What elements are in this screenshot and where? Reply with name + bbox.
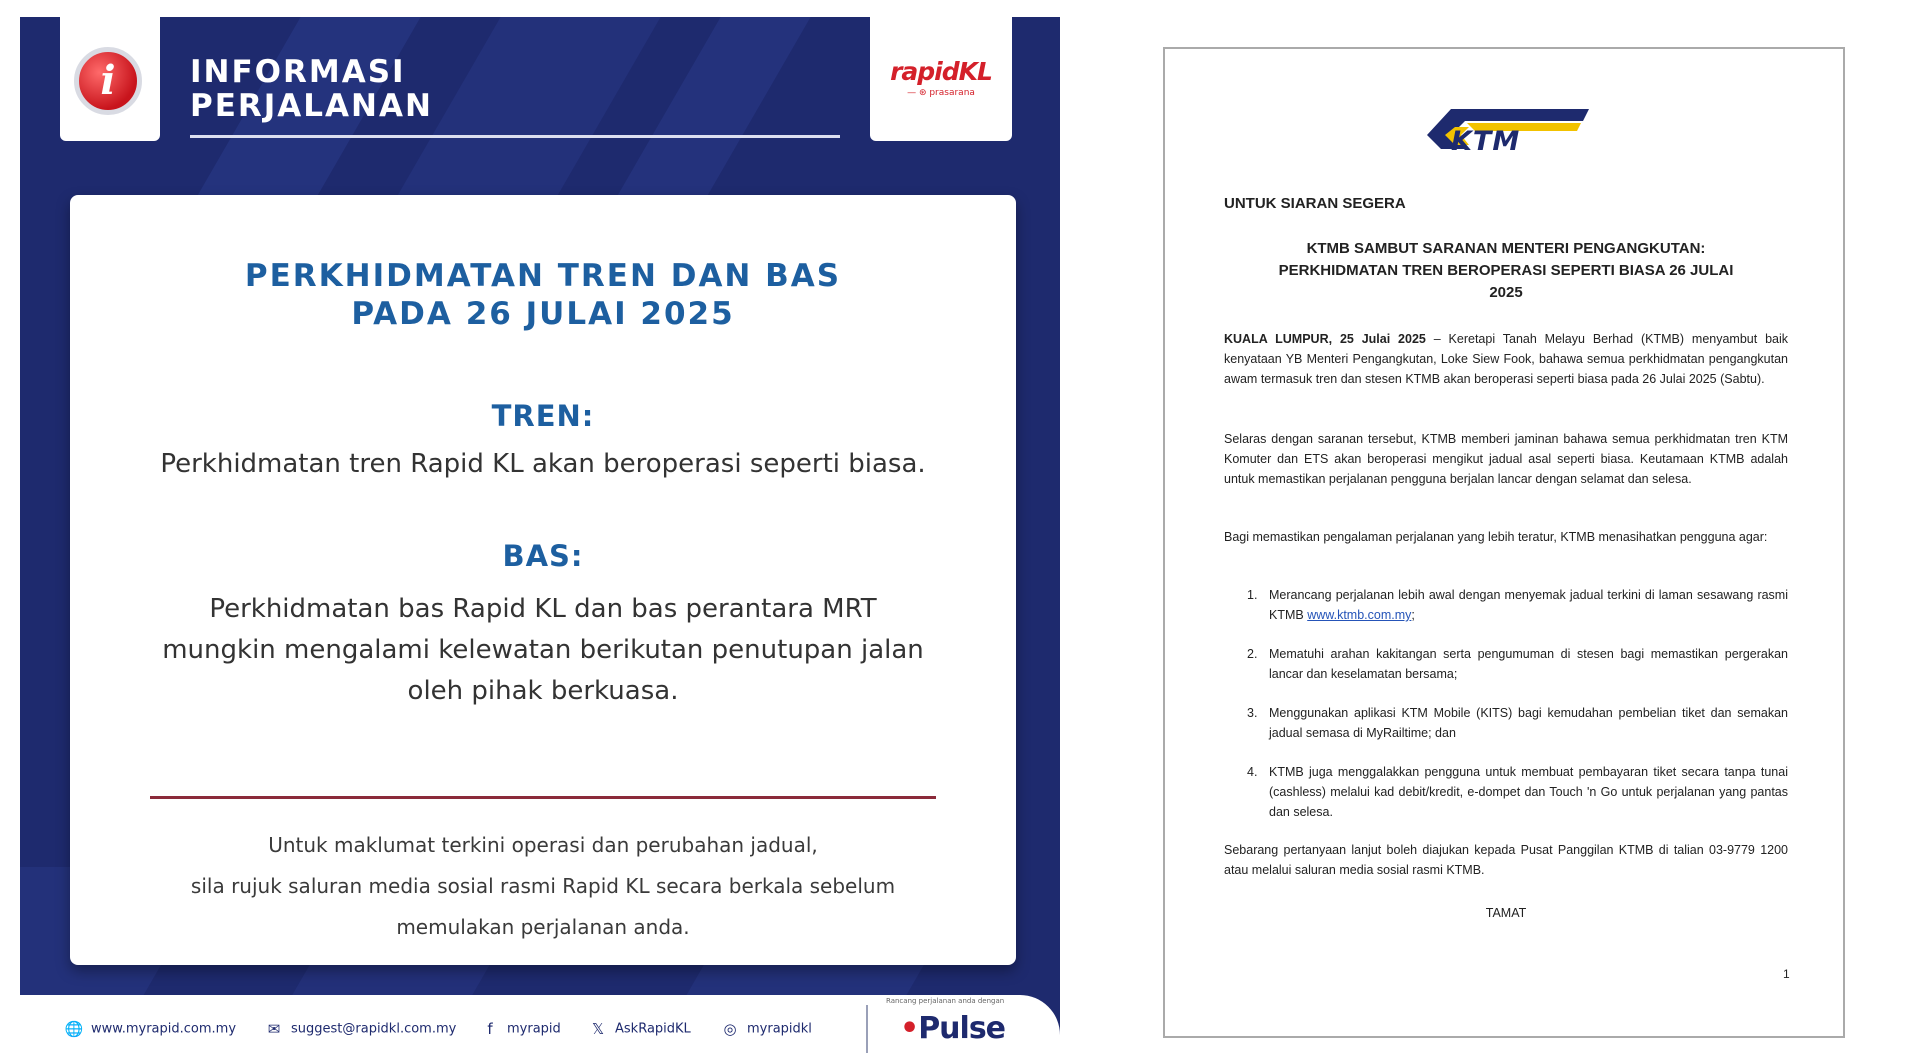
info-icon: i xyxy=(74,47,142,115)
paragraph-1-text: – Keretapi Tanah Melayu Berhad (KTMB) menyambut baik kenyataan YB Menteri Pengangkutan, Loke Siew Fook, bahawa semua perkhidmatan pengangkutan awam termasuk tren dan stesen KTMB akan beroperasi seperti biasa pada 26 Julai 2025 (Sabtu). xyxy=(1224,332,1789,386)
paragraph-1 xyxy=(1224,329,1788,389)
social-label: AskRapidKL xyxy=(615,1021,691,1037)
headline-line-2: PADA 26 JULAI 2025 xyxy=(351,296,735,332)
paragraph-3: Bagi memastikan pengalaman perjalanan yang lebih teratur, KTMB menasihatkan pengguna agar: xyxy=(1224,530,1768,544)
globe-icon: 🌐 xyxy=(64,1020,84,1038)
release-title-line-3: 2025 xyxy=(1489,284,1523,301)
social-bar xyxy=(20,995,1060,1063)
bas-heading: BAS: xyxy=(502,539,584,573)
rapidkl-logo-tab xyxy=(870,17,1012,141)
list-text: Mematuhi arahan kakitangan serta pengumuman di stesen bagi memastikan pergerakan lancar dan keselamatan bersama; xyxy=(1269,647,1788,681)
release-title xyxy=(1224,238,1788,304)
announcement-card xyxy=(70,195,1016,965)
dateline: KUALA LUMPUR, 25 Julai 2025 xyxy=(1224,332,1426,346)
card-divider xyxy=(150,796,936,799)
headline xyxy=(70,257,1016,333)
list-number: 4. xyxy=(1247,765,1258,779)
note-line-1: Untuk maklumat terkini operasi dan perubahan jadual, xyxy=(268,833,818,857)
info-tab xyxy=(60,17,160,141)
social-x[interactable] xyxy=(588,1019,691,1039)
social-instagram[interactable] xyxy=(720,1019,812,1039)
paragraph-2: Selaras dengan saranan tersebut, KTMB memberi jaminan bahawa semua perkhidmatan tren KTM Komuter dan ETS akan beroperasi mengikut jadual asal seperti biasa. Keutamaan KTMB adalah untuk memastikan perjalanan pengguna berjalan lancar dengan selamat dan selesa. xyxy=(1224,432,1788,486)
tren-heading: TREN: xyxy=(491,399,595,433)
footer-note xyxy=(70,825,1016,948)
note-line-2: sila rujuk saluran media sosial rasmi Rapid KL secara berkala sebelum xyxy=(190,874,896,898)
pulse-logo[interactable] xyxy=(900,1011,1005,1046)
release-label: UNTUK SIARAN SEGERA xyxy=(1224,195,1406,212)
ktm-logo: KTM xyxy=(1451,126,1521,157)
list-text: Menggunakan aplikasi KTM Mobile (KITS) bagi kemudahan pembelian tiket dan semakan jadual semasa di MyRailtime; dan xyxy=(1269,706,1788,740)
list-text: Merancang perjalanan lebih awal dengan menyemak jadual terkini di laman sesawang rasmi KTMB xyxy=(1269,588,1788,622)
title-divider xyxy=(190,135,840,138)
poster-title xyxy=(190,55,433,123)
pulse-logo-accent: • xyxy=(900,1011,919,1046)
list-item xyxy=(1247,703,1788,743)
page-number: 1 xyxy=(1783,967,1790,981)
bas-body-line-1: Perkhidmatan bas Rapid KL dan bas perantara MRT xyxy=(209,594,877,624)
list-item xyxy=(1247,644,1788,684)
rapidkl-logo: rapidKL xyxy=(890,57,992,86)
rapidkl-poster xyxy=(20,17,1060,1063)
bar-divider xyxy=(866,1005,868,1053)
pulse-tagline: Rancang perjalanan anda dengan xyxy=(886,997,1005,1005)
list-item xyxy=(1247,585,1788,625)
x-icon: 𝕏 xyxy=(591,1020,605,1038)
list-text: KTMB juga menggalakkan pengguna untuk membuat pembayaran tiket secara tanpa tunai (cashless) melalui kad debit/kredit, e-dompet dan Touch 'n Go untuk perjalanan yang pantas dan selesa. xyxy=(1269,765,1788,819)
social-label: www.myrapid.com.my xyxy=(91,1021,237,1037)
ktmb-press-release xyxy=(1163,47,1845,1038)
social-facebook[interactable] xyxy=(480,1019,561,1039)
ktmb-website-link[interactable]: www.ktmb.com.my xyxy=(1307,608,1412,622)
bas-body xyxy=(70,589,1016,712)
social-label: suggest@rapidkl.com.my xyxy=(291,1021,457,1037)
mail-icon: ✉ xyxy=(267,1020,281,1038)
prasarana-logo: — ⊛ prasarana xyxy=(907,88,975,98)
title-line-2: PERJALANAN xyxy=(190,88,433,124)
tren-body: Perkhidmatan tren Rapid KL akan beroperasi seperti biasa. xyxy=(160,449,926,479)
headline-line-1: PERKHIDMATAN TREN DAN BAS xyxy=(244,258,842,294)
facebook-icon: f xyxy=(487,1020,493,1038)
list-number: 3. xyxy=(1247,706,1258,720)
instagram-icon: ◎ xyxy=(723,1020,737,1038)
pulse-logo-text: Pulse xyxy=(918,1011,1006,1046)
note-line-3: memulakan perjalanan anda. xyxy=(396,915,690,939)
list-text: ; xyxy=(1411,608,1415,622)
bas-body-line-3: oleh pihak berkuasa. xyxy=(407,676,679,706)
list-number: 2. xyxy=(1247,647,1258,661)
paragraph-4: Sebarang pertanyaan lanjut boleh diajukan kepada Pusat Panggilan KTMB di talian 03-9779 1200 atau melalui saluran media sosial rasmi KTMB. xyxy=(1224,843,1788,877)
release-title-line-1: KTMB SAMBUT SARANAN MENTERI PENGANGKUTAN: xyxy=(1306,240,1706,257)
social-email[interactable] xyxy=(264,1019,456,1039)
social-label: myrapidkl xyxy=(747,1021,812,1037)
social-website[interactable] xyxy=(64,1019,236,1039)
social-label: myrapid xyxy=(507,1021,561,1037)
bas-body-line-2: mungkin mengalami kelewatan berikutan penutupan jalan xyxy=(162,635,924,665)
end-mark: TAMAT xyxy=(1485,906,1527,920)
title-line-1: INFORMASI xyxy=(190,54,406,90)
list-item xyxy=(1247,762,1788,822)
release-title-line-2: PERKHIDMATAN TREN BEROPERASI SEPERTI BIASA 26 JULAI xyxy=(1278,262,1734,279)
list-number: 1. xyxy=(1247,588,1258,602)
